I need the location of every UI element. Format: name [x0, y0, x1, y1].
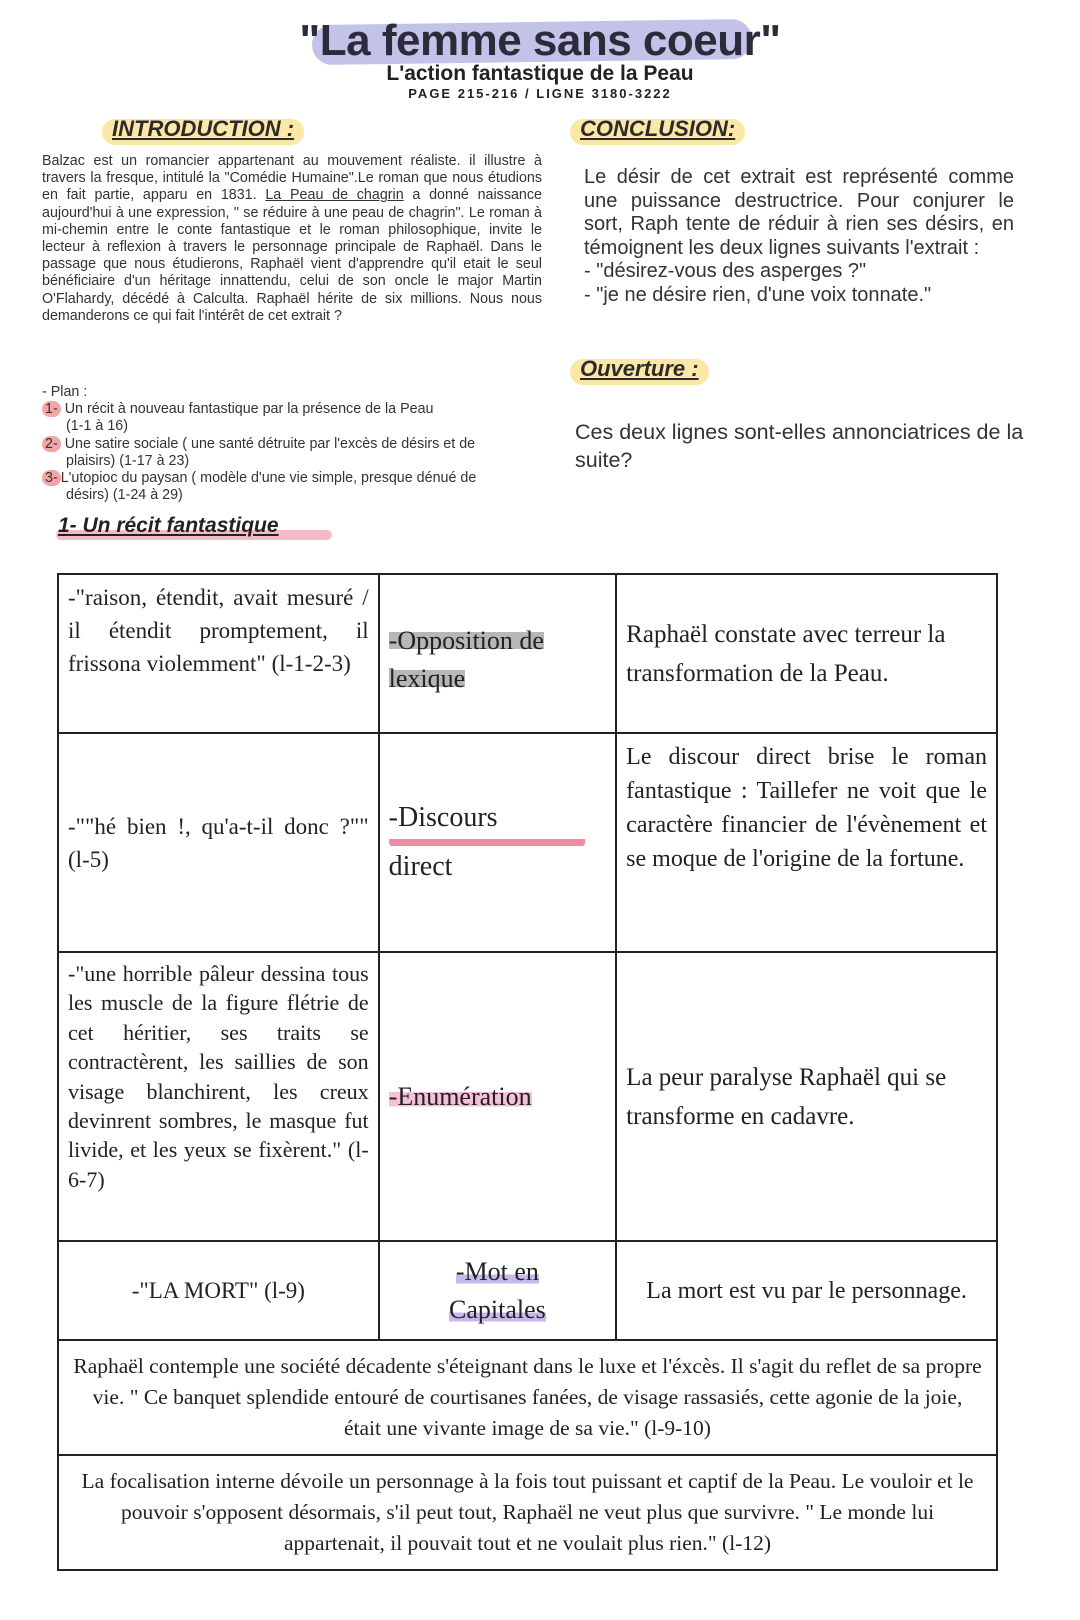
- table-row: [58, 952, 997, 1241]
- plan-item: 1- Un récit à nouveau fantastique par la présence de la Peau: [42, 401, 562, 418]
- plan-item-ref: (1-1 à 16): [66, 418, 128, 435]
- introduction-text: Balzac est un romancier appartenant au mouvement réaliste. il illustre à travers la fresque, intitulé la "Comédie Humaine".Le roman que nous étudions en fait partie, apparu en 1831. La Peau de chagrin a donné naissance aujourd'hui à une expression, " se réduire à une peau de chagrin". Le roman à mi-chemin entre le conte fantastique et le roman philosophique, invite le lecteur à reflexion à travers le personnage principale de Raphaël. Dans le passage que nous étudierons, Raphaël vient d'apprendre qu'il etait le seul bénéficiaire d'un héritage innattendu, celui de son oncle le major Martin O'Flahardy, décédé à Calculta. Raphaël hérite de six millions. Nous nous demanderons ce qui fait l'intérêt de cet extrait ?: [42, 153, 542, 324]
- conclusion-quote: - "désirez-vous des asperges ?": [584, 260, 867, 282]
- table-row: [58, 574, 997, 733]
- analysis-cell: La mort est vu par le personnage.: [616, 1241, 997, 1340]
- conclusion-heading: CONCLUSION:: [580, 116, 735, 142]
- device-cell: -Opposition de lexique: [379, 574, 617, 733]
- device-cell: -Mot en Capitales: [379, 1241, 617, 1340]
- plan-item: 3- L'utopioc du paysan ( modèle d'une vie simple, presque dénué de: [42, 470, 562, 487]
- table-row: [58, 1241, 997, 1340]
- quote-cell: -""hé bien !, qu'a-t-il donc ?"" (l-5): [58, 733, 379, 952]
- novel-title: La Peau de chagrin: [265, 187, 404, 204]
- quote-cell: -"raison, étendit, avait mesuré / il étendit promptement, il frissona violemment" (l-1-2-3): [58, 574, 379, 733]
- analysis-table: [57, 573, 998, 1571]
- plan-item: 2- Une satire sociale ( une santé détruite par l'excès de désirs et de: [42, 436, 562, 453]
- device-cell: -Enumération: [379, 952, 617, 1241]
- analysis-cell: Raphaël constate avec terreur la transformation de la Peau.: [616, 574, 997, 733]
- page-title: "La femme sans coeur": [299, 16, 781, 65]
- table-row: [58, 1455, 997, 1570]
- plan-item-ref: désirs) (1-24 à 29): [66, 487, 183, 504]
- quote-cell: -"une horrible pâleur dessina tous les muscle de la figure flétrie de cet héritier, ses traits se contractèrent, les saillies de son visage blanchirent, les creux devinrent sombres, le masque fut livide, et les yeux se fixèrent." (l-6-7): [58, 952, 379, 1241]
- quote-cell: -"LA MORT" (l-9): [58, 1241, 379, 1340]
- plan-label: - Plan :: [42, 384, 88, 400]
- page-subtitle: L'action fantastique de la Peau: [386, 62, 694, 85]
- ouverture-heading: Ouverture :: [580, 356, 699, 382]
- full-width-cell: Raphaël contemple une société décadente s'éteignant dans le luxe et l'éxcès. Il s'agit du reflet de sa propre vie. " Ce banquet splendide entouré de courtisanes fanées, de visage rassasiés, cette agonie de la joie, était une vivante image de sa vie." (l-9-10): [58, 1340, 997, 1455]
- plan: [42, 384, 562, 504]
- plan-item-ref: plaisirs) (1-17 à 23): [66, 452, 190, 469]
- analysis-cell: Le discour direct brise le roman fantastique : Taillefer ne voit que le caractère financier de l'évènement et se moque de l'origine de la fortune.: [616, 733, 997, 952]
- page-reference: PAGE 215-216 / LIGNE 3180-3222: [408, 86, 672, 101]
- introduction-heading: INTRODUCTION :: [112, 116, 294, 142]
- conclusion-text: Le désir de cet extrait est représenté comme une puissance destructrice. Pour conjurer le sort, Raph tente de réduir à rien ses désirs, en témoignent les deux lignes suivants l'extrait : - "désirez-vous des asperges ?" - "je ne désire rien, d'une voix tonnate.": [584, 166, 1014, 306]
- conclusion-quote: - "je ne désire rien, d'une voix tonnate.": [584, 283, 932, 306]
- full-width-cell: La focalisation interne dévoile un personnage à la fois tout puissant et captif de la Peau. Le vouloir et le pouvoir s'opposent désormais, s'il peut tout, Raphaël ne veut plus que survivre. " Le monde lui appartenait, il pouvait tout et ne voulait plus rien." (l-12): [58, 1455, 997, 1570]
- analysis-cell: La peur paralyse Raphaël qui se transforme en cadavre.: [616, 952, 997, 1241]
- section1-heading: 1- Un récit fantastique: [58, 514, 279, 537]
- device-cell: -Discours direct: [379, 733, 617, 952]
- table-row: [58, 1340, 997, 1455]
- ouverture-text: Ces deux lignes sont-elles annonciatrices de la suite?: [575, 420, 1024, 472]
- table-row: [58, 733, 997, 952]
